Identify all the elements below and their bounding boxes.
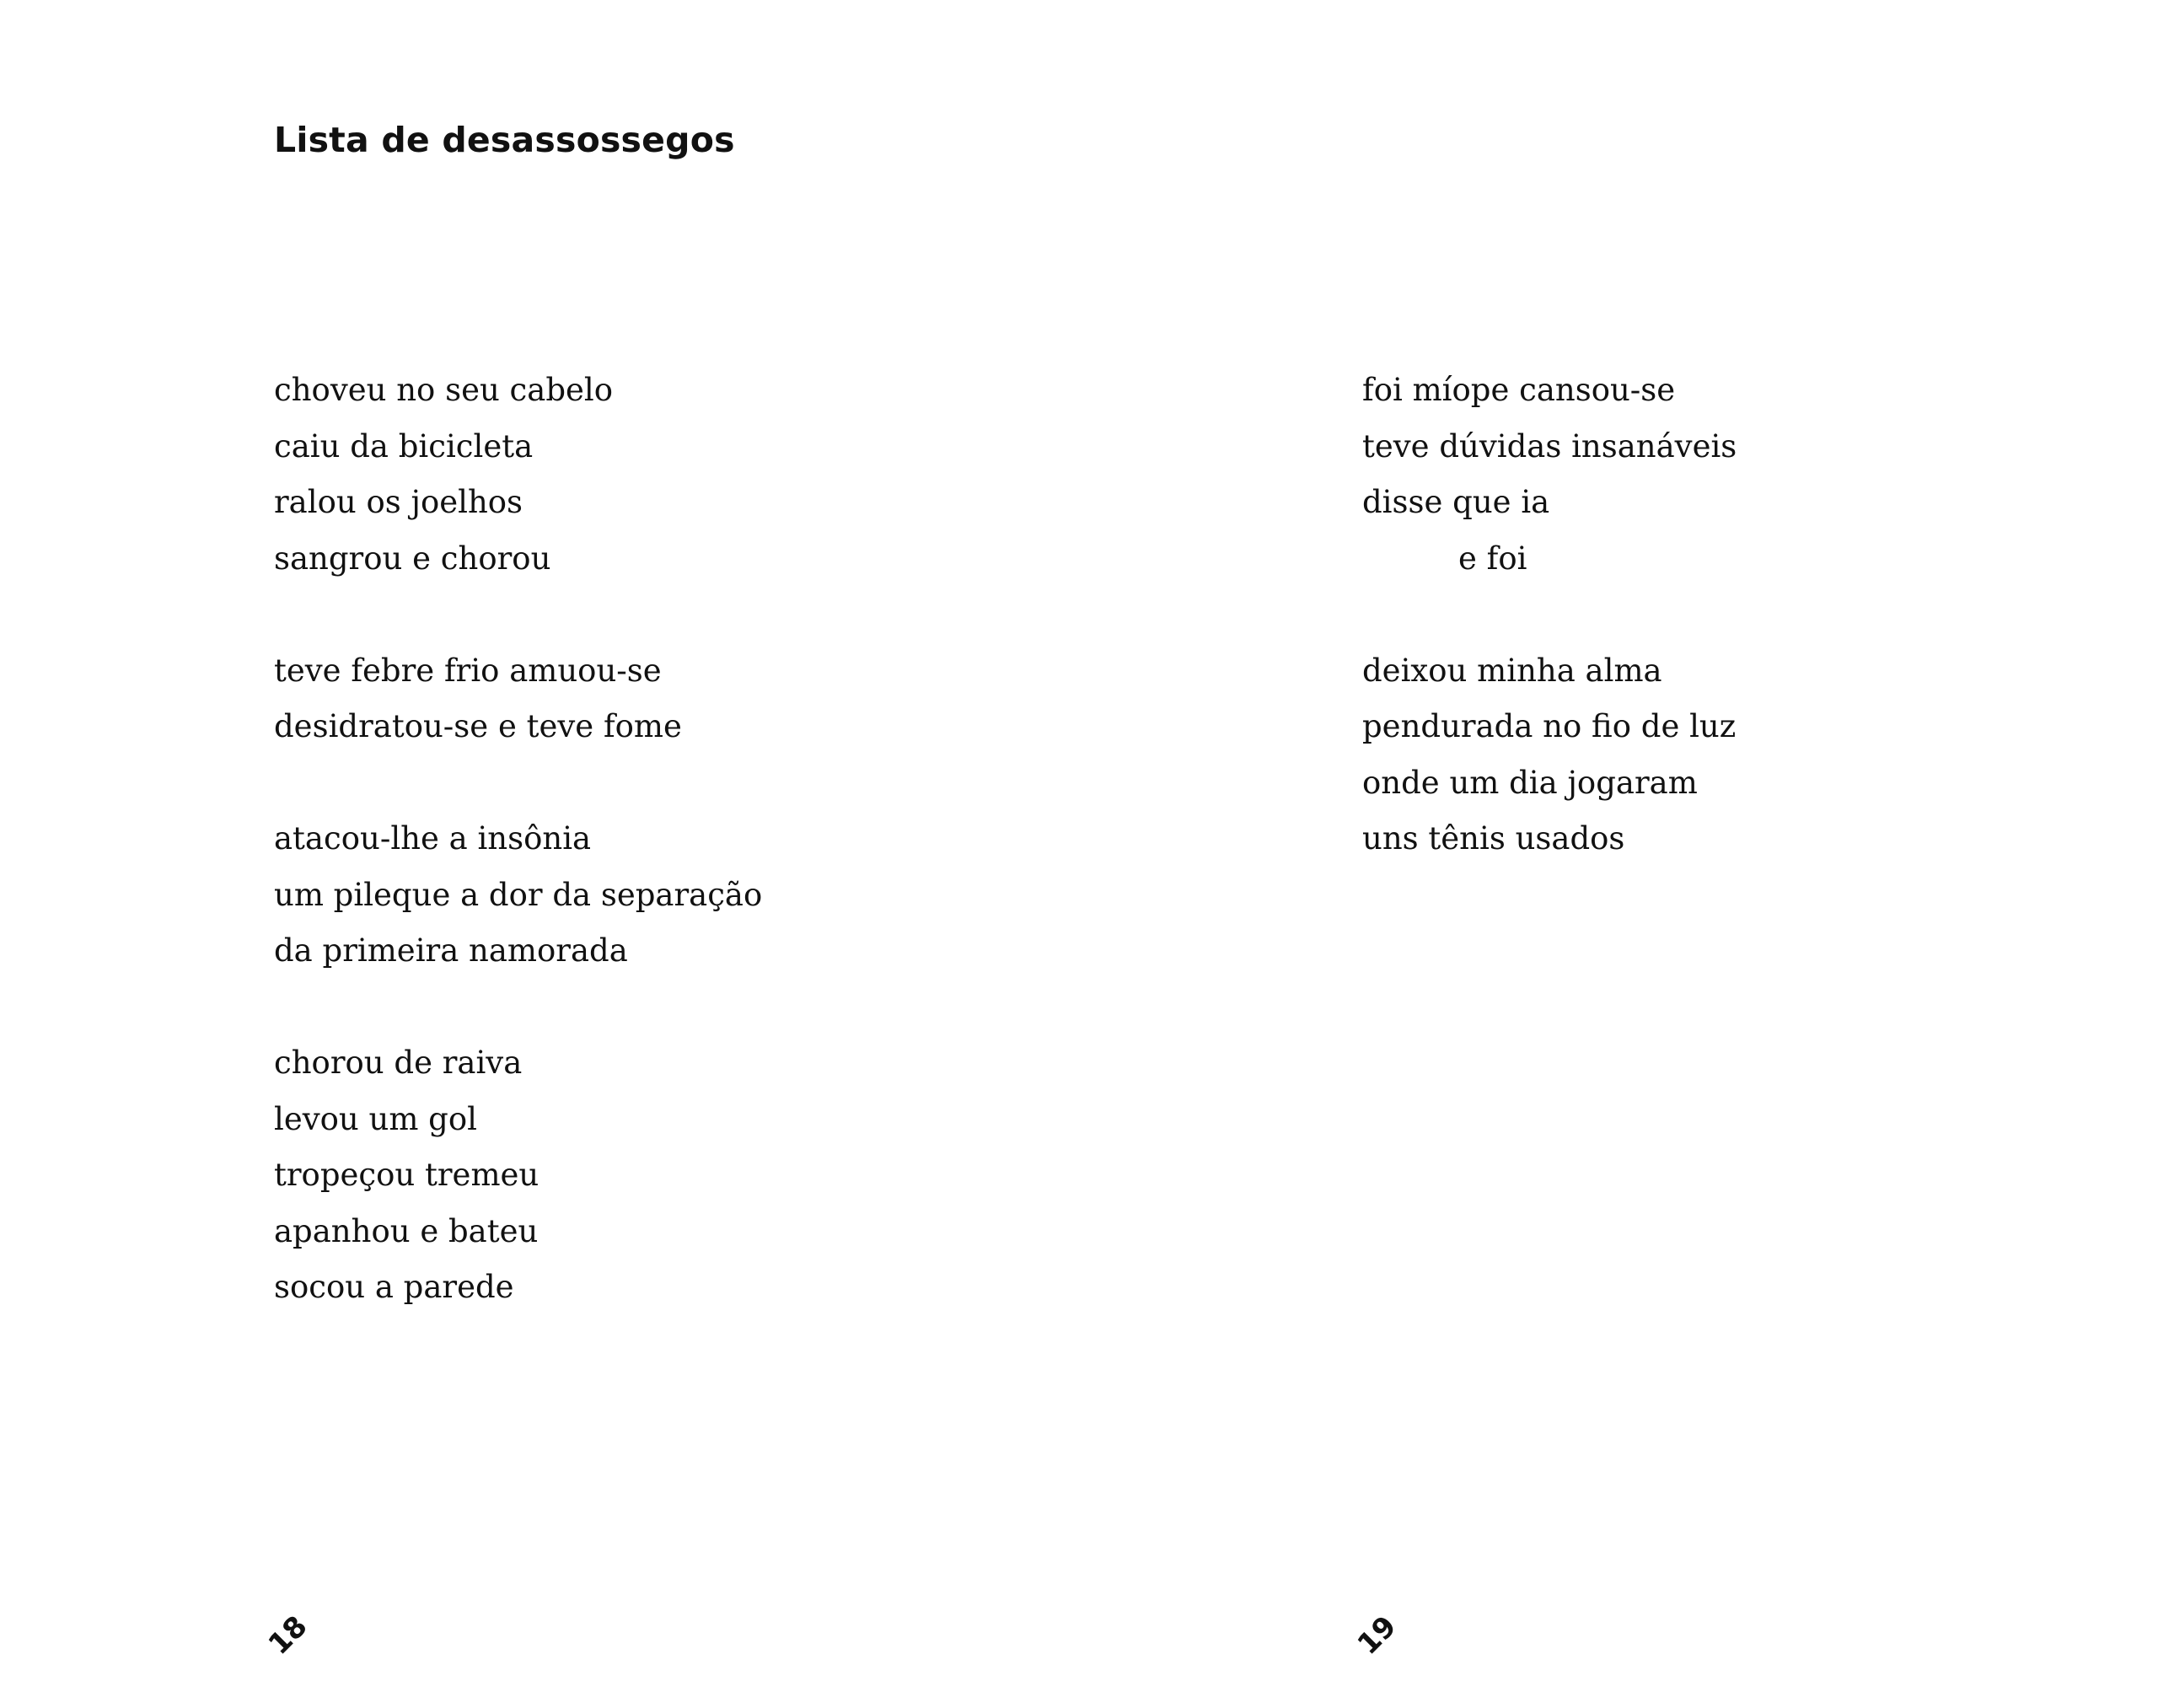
page-number-left: 18 <box>261 1609 314 1662</box>
verse-line: desidratou-se e teve fome <box>274 708 682 744</box>
stanza-5 <box>1362 363 1737 587</box>
verse-line: teve dúvidas insanáveis <box>1362 427 1737 465</box>
stanza-1 <box>274 363 762 587</box>
verse-line: uns tênis usados <box>1362 820 1625 857</box>
poem-title: Lista de desassossegos <box>274 120 735 160</box>
verse-line: chorou de raiva <box>274 1045 523 1081</box>
verse-line: sangrou e chorou <box>274 540 551 577</box>
verse-line: onde um dia jogaram <box>1362 764 1698 801</box>
right-page <box>1079 0 2158 1708</box>
verse-line: apanhou e bateu <box>274 1212 539 1249</box>
verse-line: ralou os joelhos <box>274 484 523 520</box>
verse-line: da primeira namorada <box>274 932 628 969</box>
verse-line: um pileque a dor da separação <box>274 876 763 913</box>
verse-line: atacou-lhe a insônia <box>274 820 592 857</box>
poem-body-right <box>1362 363 1737 867</box>
verse-line: socou a parede <box>274 1269 514 1305</box>
verse-line: foi míope cansou-se <box>1362 372 1676 408</box>
stanza-2 <box>274 643 762 755</box>
verse-line: pendurada no fio de luz <box>1362 708 1737 744</box>
verse-line: choveu no seu cabelo <box>274 372 614 408</box>
stanza-3 <box>274 811 762 980</box>
verse-line: caiu da bicicleta <box>274 427 534 465</box>
verse-line: teve febre frio amuou-se <box>274 652 662 689</box>
verse-line: levou um gol <box>274 1100 477 1137</box>
poem-body-left <box>274 363 762 1316</box>
page-number-right: 19 <box>1350 1609 1404 1662</box>
stanza-4 <box>274 1035 762 1316</box>
verse-line-indented: e foi <box>1458 540 1527 577</box>
verse-line: tropeçou tremeu <box>274 1157 540 1193</box>
verse-line: disse que ia <box>1362 484 1550 520</box>
verse-line: deixou minha alma <box>1362 652 1662 689</box>
stanza-6 <box>1362 643 1737 867</box>
